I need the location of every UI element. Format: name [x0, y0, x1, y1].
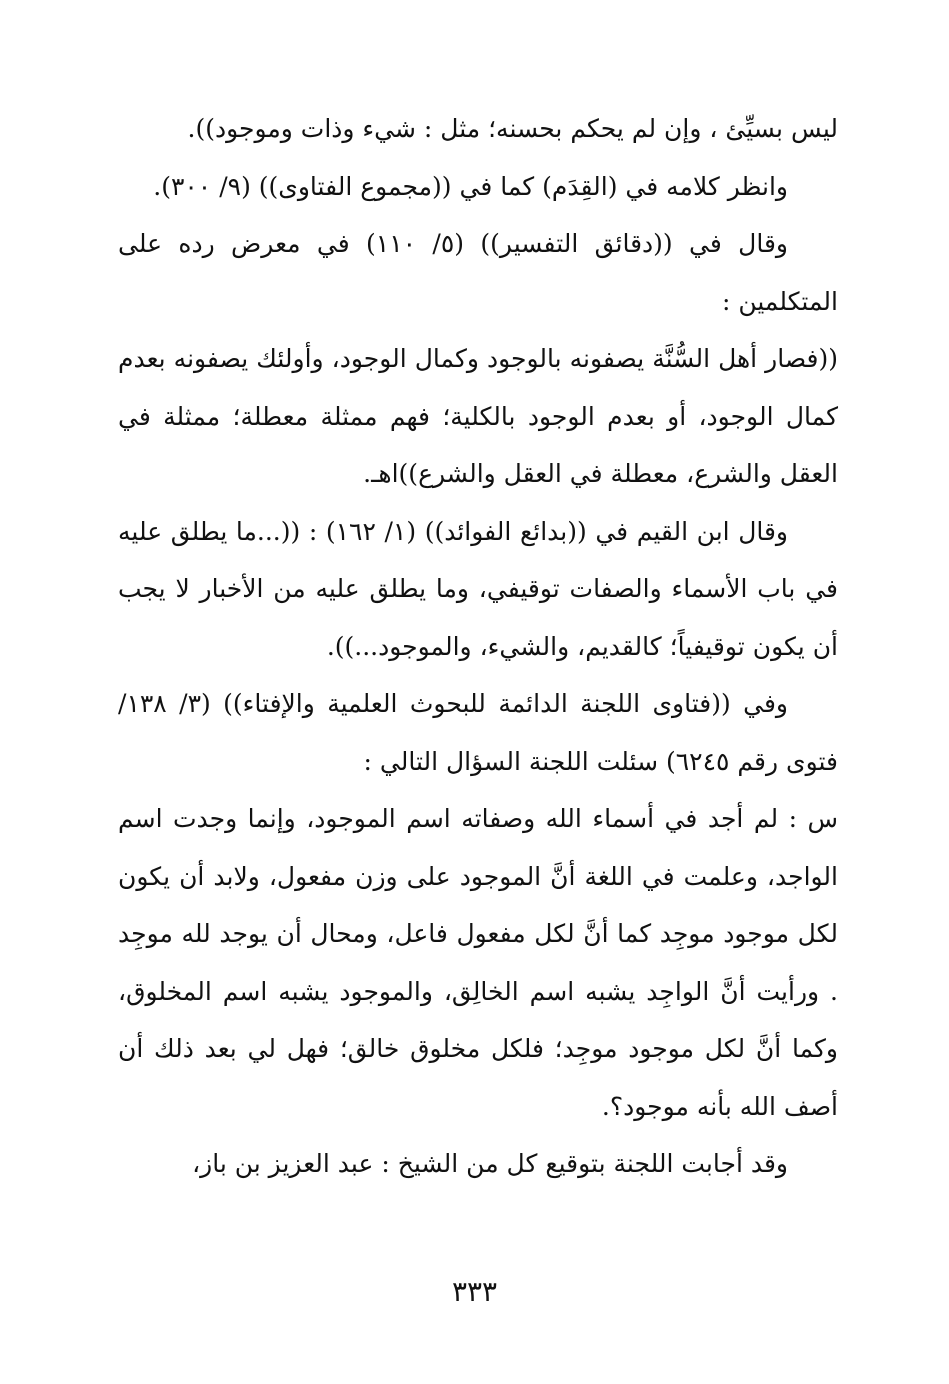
paragraph-4-quote: ((فصار أهل السُّنَّة يصفونه بالوجود وكمال الوجود، وأولئك يصفونه بعدم كمال الوجود، أو بعدم الوجود بالكلية؛ فهم ممثلة معطلة؛ ممثلة في العقل والشرع، معطلة في العقل والشرع))اهـ.	[118, 344, 838, 488]
paragraph-7-question: س : لم أجد في أسماء الله وصفاته اسم الموجود، وإنما وجدت اسم الواجد، وعلمت في اللغة أنَّ الموجود على وزن مفعول، ولابد أن يكون لكل موجود موجِد كما أنَّ لكل مفعول فاعل، ومحال أن يوجد لله موجِد . ورأيت أنَّ الواجِد يشبه اسم الخالِق، والموجود يشبه اسم المخلوق، وكما أنَّ لكل موجود موجِد؛ فلكل مخلوق خالق؛ فهل لي بعد ذلك أن أصف الله بأنه موجود؟.	[118, 804, 838, 1121]
paragraph-2: وانظر كلامه في (القِدَم) كما في ((مجموع الفتاوى)) (٩/ ٣٠٠).	[153, 171, 788, 201]
paragraph-3: وقال في ((دقائق التفسير)) (٥/ ١١٠) في معرض رده على المتكلمين :	[118, 229, 838, 316]
paragraph-5: وقال ابن القيم في ((بدائع الفوائد)) (١/ ١٦٢) : ((...ما يطلق عليه في باب الأسماء والصفات توقيفي، وما يطلق عليه من الأخبار لا يجب أن يكون توقيفياً؛ كالقديم، والشيء، والموجود...)).	[118, 516, 838, 661]
body-text	[118, 100, 838, 1193]
page-number: ٣٣٣	[451, 1275, 498, 1308]
paragraph-6: وفي ((فتاوى اللجنة الدائمة للبحوث العلمية والإفتاء)) (٣/ ١٣٨/ فتوى رقم ٦٢٤٥) سئلت اللجنة السؤال التالي :	[118, 689, 838, 776]
paragraph-1: ليس بسيِّئ ، وإن لم يحكم بحسنه؛ مثل : شيء وذات وموجود)).	[187, 114, 838, 143]
paragraph-8: وقد أجابت اللجنة بتوقيع كل من الشيخ : عبد العزيز بن باز،	[192, 1149, 788, 1178]
